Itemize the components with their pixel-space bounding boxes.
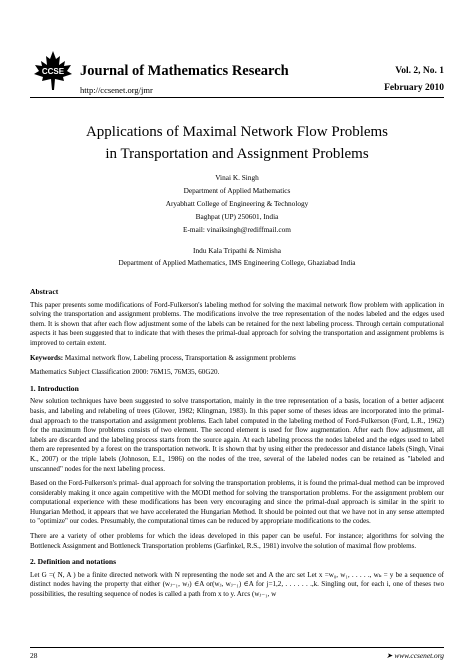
section-2-paragraph-1: Let G =( N, A ) be a finite directed network with N representing the node set and A the arc set Let x =w₀, w₁, . . . . ., wₖ = y be a sequence of distinct nodes having the property that either (wⱼ₋₁, wⱼ) ∈A or(wⱼ, wⱼ₋₁) ∈A for j=1,2, . . . . . . .,k. Singling out, for each i, one of theses two possibilities, the resulting sequence of nodes is called a path from x to y. Arcs (wⱼ₋₁, w — [30, 570, 444, 599]
author2-name: Indu Kala Tripathi & Nimisha — [193, 245, 281, 255]
ccse-maple-leaf-logo — [30, 50, 76, 92]
section-1-paragraph-3: There are a variety of other problems for which the ideas developed in this paper can be useful. For instance; algorithms for solving the Bottleneck Assignment and Bottleneck Transportation problems (Garfinkel, R.S., 1981) involve the solution of maximal flow problems. — [30, 532, 444, 550]
section-1-heading: 1. Introduction — [30, 383, 79, 393]
journal-url[interactable]: http://ccsenet.org/jmr — [80, 85, 153, 95]
volume-issue: Vol. 2, No. 1 — [395, 66, 444, 76]
issue-date: February 2010 — [384, 83, 444, 93]
author2-affiliation: Department of Applied Mathematics, IMS Engineering College, Ghaziabad India — [118, 258, 356, 268]
author1-name: Vinai K. Singh — [215, 173, 259, 182]
title-line-1: Applications of Maximal Network Flow Problems — [85, 124, 389, 140]
keywords-label: Keywords: — [30, 353, 64, 362]
keywords-text: Maximal network flow, Labeling process, Transportation & assignment problems — [64, 353, 296, 362]
author1-address: Baghpat (UP) 250601, India — [195, 211, 279, 221]
footer-divider — [30, 647, 444, 648]
paper-body — [30, 281, 444, 605]
section-1-paragraph-2: Based on the Ford-Fulkerson's primal- dual approach for solving the transportation problems, it is found the primal-dual method can be improved considerably making it once again competitive with the MODI method for solving the transportation problems. For the assignment problem our computational experience with these modifications has been very encouraging and since the primal-dual approach is similar in the spirit to Hungarian Method, it appears that we have accelerated the Hungarian Method. It should be pointed out that we have not in any sense attempted to "optimize" our codes. Presumably, the computational times can be reduced by appropriate modifications to the codes. — [30, 479, 444, 526]
title-line-2: in Transportation and Assignment Problems — [105, 146, 369, 162]
author-block — [30, 172, 444, 270]
page-number: 28 — [30, 651, 38, 660]
section-2-heading: 2. Definition and notations — [30, 557, 117, 567]
paper-title — [30, 121, 444, 165]
section-1-paragraph-1: New solution techniques have been suggested to solve transportation, mainly in the tree representation of a basis, location of a better adjacent basis, and labeling and relabeling of trees (Glover, 1982; Klingman, 1983). In this paper some of theses ideas are incorporated into the primal-dual approach to the transportation and assignment problems. Each label computed in the labeling method of Ford-Fulkerson (Ford, L.R., 1962) for the maximum flow problems consists of two element. The second element is used for flow augmentation. After each flow adjustment, all labels are discarded and the labeling process starts from the source again. At each labeling process the nodes labeled and the edges used to label them are represented by a forest on the transportation network. It is shown that by using either the predecessor and distance labels (Singh, Vinai K., 2007) or the triple labels (Johnoson, E.I., 1986) on the nodes of the tree, several of the labeled nodes can be retained as "labeled and unscanned" nodes for the next labeling process. — [30, 397, 444, 473]
journal-title: Journal of Mathematics Research — [80, 63, 289, 79]
author1-email[interactable]: E-mail: vinaiksingh@rediffmail.com — [183, 224, 291, 234]
logo-text: CCSE — [41, 67, 65, 76]
author1-affiliation-2: Aryabhatt College of Engineering & Technology — [165, 198, 309, 208]
msc-line: Mathematics Subject Classification 2000: 76M15, 76M35, 60G20. — [30, 368, 220, 377]
abstract-text: This paper presents some modifications of Ford-Fulkerson's labeling method for solving the maximal network flow problem with application in solving the transportation and assignment problems. The modifications involve the tree representation of the nodes labeled and the edges used them. It is shown that after each flow adjustment some of the labels can be retained for the next labeling process. Through certain computational aspects it has been suggested that to indicate that with theses the primal-dual approach for solving the transportation and assignment problems is improved to certain extent. — [30, 300, 444, 347]
footer-url[interactable]: ➤ www.ccsenet.org — [386, 651, 444, 660]
header-divider — [30, 97, 444, 98]
author1-affiliation-1: Department of Applied Mathematics — [183, 185, 291, 195]
abstract-heading: Abstract — [30, 287, 59, 296]
keywords-line — [30, 354, 444, 364]
